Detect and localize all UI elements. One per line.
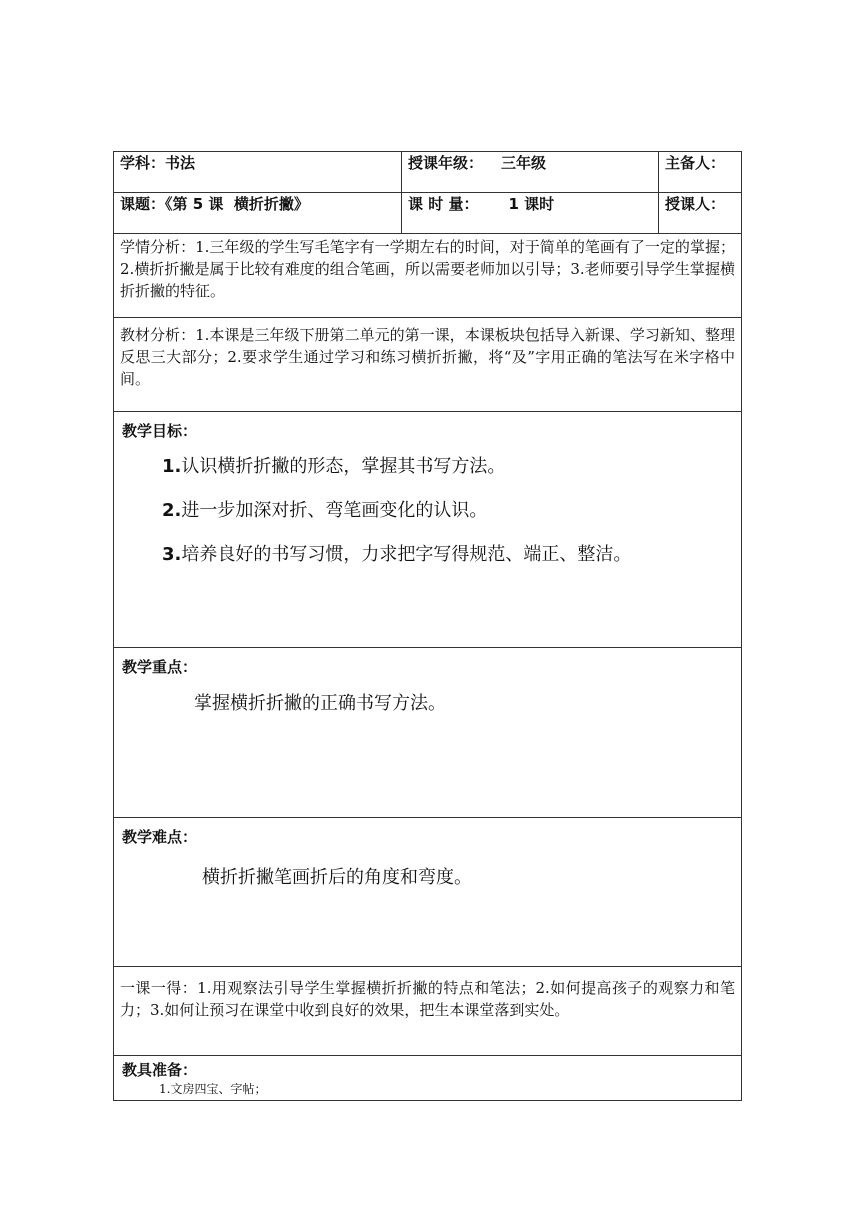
subject-cell [114,152,402,193]
key-points-heading: 教学重点： [122,658,198,676]
teacher-cell [659,193,742,234]
hours-label: 课 时 量： [408,195,479,213]
grade-label: 授课年级： [408,154,484,172]
lesson-plan-table [113,151,742,1101]
topic-value: 《第 5 课 横折折撇》 [165,195,309,213]
objective-item: 1.认识横折折撇的形态，掌握其书写方法。 [162,456,506,477]
reflection-row [114,967,742,1056]
learner-analysis-text: 学情分析：1.三年级的学生写毛笔字有一学期左右的时间，对于简单的笔画有了一定的掌握；2.横折折撇是属于比较有难度的组合笔画，所以需要老师加以引导；3.老师要引导学生掌握横折折撇的特征。 [120,238,735,300]
tools-heading: 教具准备： [122,1061,198,1079]
difficulties-text: 横折折撇笔画折后的角度和弯度。 [202,867,472,888]
preparer-label: 主备人： [665,154,726,172]
preparer-cell [659,152,742,193]
teacher-label: 授课人： [665,195,726,213]
learner-analysis-row [114,234,742,318]
objectives-row [114,412,742,648]
material-analysis-text: 教材分析：1.本课是三年级下册第二单元的第一课，本课板块包括导入新课、学习新知、整理反思三大部分；2.要求学生通过学习和练习横折折撇，将“及”字用正确的笔法写在米字格中间。 [120,326,735,388]
objectives-heading: 教学目标： [122,422,198,440]
grade-cell [402,152,659,193]
subject-value: 书法 [165,154,196,172]
grade-value: 三年级 [501,154,547,172]
header-row-2 [114,193,742,234]
subject-label: 学科： [120,154,166,172]
header-row-1 [114,152,742,193]
objective-item: 2.进一步加深对折、弯笔画变化的认识。 [162,500,488,521]
hours-cell [402,193,659,234]
objective-item: 3.培养良好的书写习惯，力求把字写得规范、端正、整洁。 [162,544,632,565]
reflection-text: 一课一得：1.用观察法引导学生掌握横折折撇的特点和笔法；2.如何提高孩子的观察力和笔力；3.如何让预习在课堂中收到良好的效果，把生本课堂落到实处。 [120,979,735,1019]
tools-text: 1.文房四宝、字帖； [159,1082,267,1096]
difficulties-heading: 教学难点： [122,828,198,846]
tools-row [114,1056,742,1101]
topic-cell [114,193,402,234]
topic-label: 课题： [120,195,166,213]
hours-value: 1 课时 [508,195,555,213]
key-points-text: 掌握横折折撇的正确书写方法。 [194,693,446,714]
material-analysis-row [114,318,742,412]
lesson-plan-sheet [113,151,741,1101]
difficulties-row [114,818,742,967]
key-points-row [114,648,742,818]
